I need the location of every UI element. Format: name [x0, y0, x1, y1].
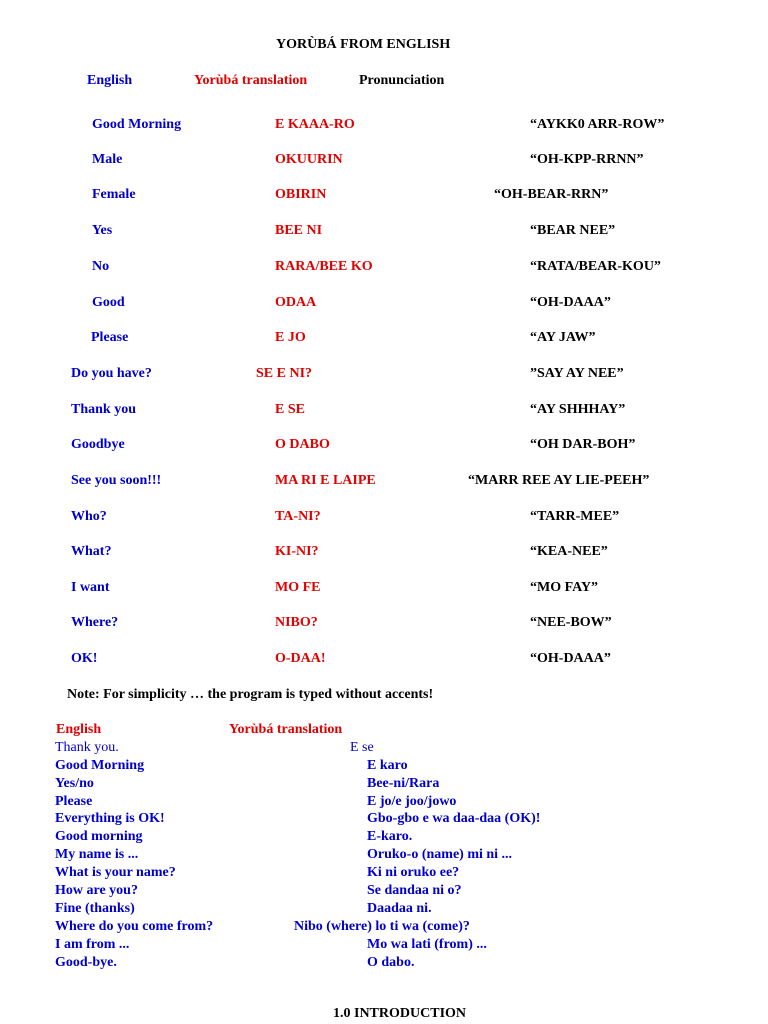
- pronunciation-cell: “OH-DAAA”: [530, 651, 611, 666]
- yoruba-cell: O-DAA!: [275, 651, 326, 666]
- yoruba-cell: ODAA: [275, 295, 317, 310]
- yoruba-cell: Gbo-gbo e wa daa-daa (OK)!: [367, 811, 541, 826]
- yoruba-cell: Mo wa lati (from) ...: [367, 937, 487, 952]
- pronunciation-cell: “OH-DAAA”: [530, 295, 611, 310]
- yoruba-cell: OKUURIN: [275, 152, 343, 167]
- english-cell: My name is ...: [55, 847, 139, 862]
- pronunciation-cell: “OH DAR-BOH”: [530, 437, 636, 452]
- english-cell: Thank you: [71, 402, 136, 417]
- english-cell: See you soon!!!: [71, 473, 162, 488]
- english-cell: What?: [71, 544, 112, 559]
- yoruba-cell: NIBO?: [275, 615, 318, 630]
- pronunciation-cell: “OH-KPP-RRNN”: [530, 152, 644, 167]
- yoruba-cell: E KAAA-RO: [275, 117, 355, 132]
- english-cell: Yes: [92, 223, 113, 238]
- english-cell: Do you have?: [71, 366, 152, 381]
- english-cell: Everything is OK!: [55, 811, 165, 826]
- english-cell: Where do you come from?: [55, 919, 214, 934]
- yoruba-cell: Daadaa ni.: [367, 901, 432, 916]
- pronunciation-cell: “NEE-BOW”: [530, 615, 612, 630]
- header-pronunciation: Pronunciation: [359, 73, 445, 88]
- english-cell: What is your name?: [55, 865, 176, 880]
- english-cell: I want: [71, 580, 110, 595]
- english-cell: How are you?: [55, 883, 138, 898]
- header-english: English: [87, 73, 133, 88]
- yoruba-cell: E-karo.: [367, 829, 413, 844]
- yoruba-cell: E SE: [275, 402, 305, 417]
- yoruba-cell: Bee-ni/Rara: [367, 776, 440, 791]
- yoruba-cell: Se dandaa ni o?: [367, 883, 462, 898]
- pronunciation-cell: “MARR REE AY LIE-PEEH”: [468, 473, 650, 488]
- english-cell: Please: [91, 330, 129, 345]
- yoruba-cell: Oruko-o (name) mi ni ...: [367, 847, 513, 862]
- section-heading: 1.0 INTRODUCTION: [333, 1006, 467, 1021]
- note-text: Note: For simplicity … the program is typed without accents!: [67, 687, 434, 702]
- english-cell: OK!: [71, 651, 98, 666]
- english-cell: Male: [92, 152, 123, 167]
- yoruba-cell: BEE NI: [275, 223, 323, 238]
- yoruba-cell: SE E NI?: [256, 366, 313, 381]
- yoruba-cell: E jo/e joo/jowo: [367, 794, 457, 809]
- section2-header-english: English: [56, 722, 102, 737]
- pronunciation-cell: “AYKK0 ARR-ROW”: [530, 117, 665, 132]
- section2-header-yoruba: Yorùbá translation: [229, 722, 343, 737]
- pronunciation-cell: “KEA-NEE”: [530, 544, 608, 559]
- page-title: YORÙBÁ FROM ENGLISH: [276, 37, 451, 52]
- english-cell: Yes/no: [55, 776, 94, 791]
- yoruba-cell: O DABO: [275, 437, 330, 452]
- yoruba-cell: E JO: [275, 330, 306, 345]
- english-cell: Thank you.: [55, 740, 119, 755]
- header-yoruba: Yorùbá translation: [194, 73, 308, 88]
- pronunciation-cell: “AY JAW”: [530, 330, 596, 345]
- yoruba-cell: E karo: [367, 758, 408, 773]
- english-cell: Good-bye.: [55, 955, 117, 970]
- english-cell: Goodbye: [71, 437, 125, 452]
- english-cell: Fine (thanks): [55, 901, 135, 916]
- english-cell: I am from ...: [55, 937, 130, 952]
- english-cell: Who?: [71, 509, 107, 524]
- english-cell: Good morning: [55, 829, 143, 844]
- yoruba-cell: KI-NI?: [275, 544, 319, 559]
- yoruba-cell: RARA/BEE KO: [275, 259, 373, 274]
- yoruba-cell: TA-NI?: [275, 509, 321, 524]
- pronunciation-cell: “RATA/BEAR-KOU”: [530, 259, 661, 274]
- pronunciation-cell: “BEAR NEE”: [530, 223, 616, 238]
- pronunciation-cell: “OH-BEAR-RRN”: [494, 187, 609, 202]
- english-cell: Good Morning: [92, 117, 182, 132]
- english-cell: Female: [92, 187, 136, 202]
- english-cell: Where?: [71, 615, 119, 630]
- english-cell: Good Morning: [55, 758, 145, 773]
- yoruba-cell: MA RI E LAIPE: [275, 473, 376, 488]
- yoruba-cell: Ki ni oruko ee?: [367, 865, 460, 880]
- english-cell: Please: [55, 794, 93, 809]
- pronunciation-cell: “AY SHHHAY”: [530, 402, 626, 417]
- yoruba-cell: E se: [350, 740, 374, 755]
- pronunciation-cell: “MO FAY”: [530, 580, 599, 595]
- english-cell: Good: [92, 295, 125, 310]
- english-cell: No: [92, 259, 110, 274]
- yoruba-cell: O dabo.: [367, 955, 415, 970]
- pronunciation-cell: ”SAY AY NEE”: [530, 366, 624, 381]
- yoruba-cell: MO FE: [275, 580, 321, 595]
- yoruba-cell: OBIRIN: [275, 187, 327, 202]
- yoruba-cell: Nibo (where) lo ti wa (come)?: [294, 919, 470, 934]
- pronunciation-cell: “TARR-MEE”: [530, 509, 620, 524]
